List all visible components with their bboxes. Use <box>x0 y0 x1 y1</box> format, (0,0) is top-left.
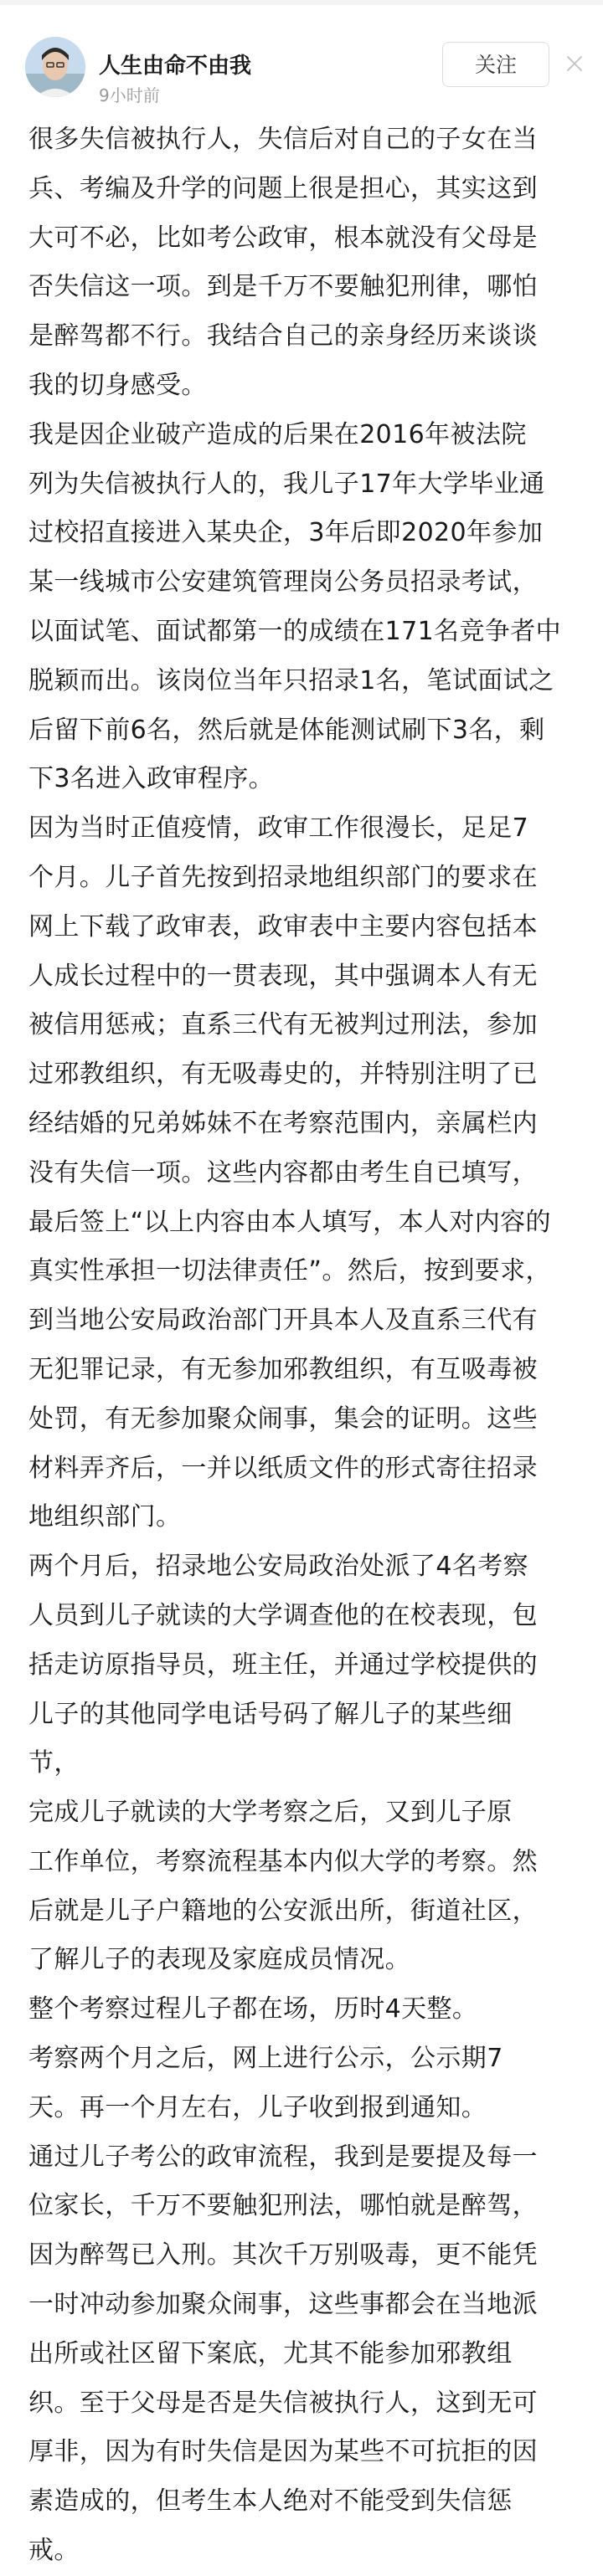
article-line: 括走访原指导员，班主任，并通过学校提供的 <box>28 1650 538 1680</box>
article-line: 位家长，千万不要触犯刑法，哪怕就是醉驾， <box>28 2191 538 2221</box>
article-line: 无犯罪记录，有无参加邪教组织，有互吸毒被 <box>28 1354 538 1384</box>
post-time: 9小时前 <box>99 85 160 105</box>
article-line: 两个月后，招录地公安局政治处派了4名考察 <box>28 1552 529 1582</box>
article-line: 节， <box>28 1748 80 1778</box>
article-line: 没有失信一项。这些内容都由考生自已填写， <box>28 1157 538 1188</box>
article-line: 下3名进入政审程序。 <box>28 764 275 794</box>
top-divider <box>0 0 603 5</box>
close-icon[interactable] <box>564 54 585 74</box>
article-line: 我是因企业破产造成的后果在2016年被法院 <box>28 419 527 449</box>
article-line: 过校招直接进入某央企，3年后即2020年参加 <box>28 518 544 548</box>
article-line: 地组织部门。 <box>28 1502 182 1532</box>
article-line: 是醉驾都不行。我结合自己的亲身经历来谈谈 <box>28 321 538 352</box>
article-line: 后就是儿子户籍地的公安派出所，街道社区， <box>28 1896 538 1926</box>
article-line: 后留下前6名，然后就是体能测试刷下3名，剩 <box>28 715 545 745</box>
article-line: 了解儿子的表现及家庭成员情况。 <box>28 1945 410 1975</box>
article-line: 工作单位，考察流程基本内似大学的考察。然 <box>28 1846 538 1876</box>
article-line: 整个考察过程儿子都在场，历时4天整。 <box>28 1994 478 2024</box>
article-line: 戒。 <box>28 2536 80 2566</box>
article-line: 到当地公安局政治部门开具本人及直系三代有 <box>28 1306 538 1336</box>
article-line: 通过儿子考公的政审流程，我到是要提及每一 <box>28 2142 538 2172</box>
article-line: 否失信这一项。到是千万不要触犯刑律，哪怕 <box>28 272 538 302</box>
follow-button[interactable]: 关注 <box>442 42 549 87</box>
article-line: 织。至于父母是否是失信被执行人，这到无可 <box>28 2388 538 2418</box>
article-line: 考察两个月之后，网上进行公示，公示期7 <box>28 2044 503 2074</box>
article-line: 儿子的其他同学电话号码了解儿子的某些细 <box>28 1699 513 1729</box>
avatar[interactable] <box>25 37 85 97</box>
article-line: 素造成的，但考生本人绝对不能受到失信惩 <box>28 2486 513 2517</box>
article-line: 以面试笔、面试都第一的成绩在171名竞争者中 <box>28 616 562 646</box>
article-line: 人成长过程中的一贯表现，其中强调本人有无 <box>28 961 538 991</box>
article-line: 天。再一个月左右，儿子收到报到通知。 <box>28 2092 487 2122</box>
article-line: 出所或社区留下案底，尤其不能参加邪教组 <box>28 2338 513 2368</box>
post-header <box>0 12 603 105</box>
author-name[interactable]: 人生由命不由我 <box>99 54 252 79</box>
article-line: 完成儿子就读的大学考察之后，又到儿子原 <box>28 1798 513 1828</box>
article-line: 脱颖而出。该岗位当年只招录1名，笔试面试之 <box>28 665 554 695</box>
article-line: 材料弄齐后，一并以纸质文件的形式寄往招录 <box>28 1453 538 1483</box>
article-line: 个月。儿子首先按到招录地组织部门的要求在 <box>28 862 538 892</box>
article-line: 因为当时正值疫情，政审工作很漫长，足足7 <box>28 813 529 844</box>
article-line: 最后签上“以上内容由本人填写，本人对内容的 <box>28 1207 551 1237</box>
article-line: 真实性承担一切法律责任”。然后，按到要求， <box>28 1256 551 1286</box>
article-line: 被信用惩戒；直系三代有无被判过刑法，参加 <box>28 1010 538 1040</box>
article-line: 很多失信被执行人，失信后对自己的子女在当 <box>28 125 538 154</box>
article-line: 某一线城市公安建筑管理岗公务员招录考试， <box>28 567 538 598</box>
article-line: 一时冲动参加聚众闹事，这些事都会在当地派 <box>28 2290 538 2320</box>
article-line: 因为醉驾已入刑。其次千万别吸毒，更不能凭 <box>28 2240 538 2271</box>
article-line: 过邪教组织，有无吸毒史的，并特别注明了已 <box>28 1060 538 1090</box>
article-line: 网上下载了政审表，政审表中主要内容包括本 <box>28 911 538 942</box>
article-line: 兵、考编及升学的问题上很是担心，其实这到 <box>28 173 538 203</box>
article-line: 大可不必，比如考公政审，根本就没有父母是 <box>28 223 538 253</box>
article-line: 我的切身感受。 <box>28 370 207 400</box>
article-line: 厚非，因为有时失信是因为某些不可抗拒的因 <box>28 2437 538 2467</box>
article-body <box>28 115 581 2576</box>
article-line: 处罚，有无参加聚众闹事，集会的证明。这些 <box>28 1403 538 1434</box>
article-line: 人员到儿子就读的大学调查他的在校表现，包 <box>28 1600 538 1630</box>
article-line: 经结婚的兄弟姊妹不在考察范围内，亲属栏内 <box>28 1108 538 1138</box>
article-line: 列为失信被执行人的，我儿子17年大学毕业通 <box>28 469 545 499</box>
